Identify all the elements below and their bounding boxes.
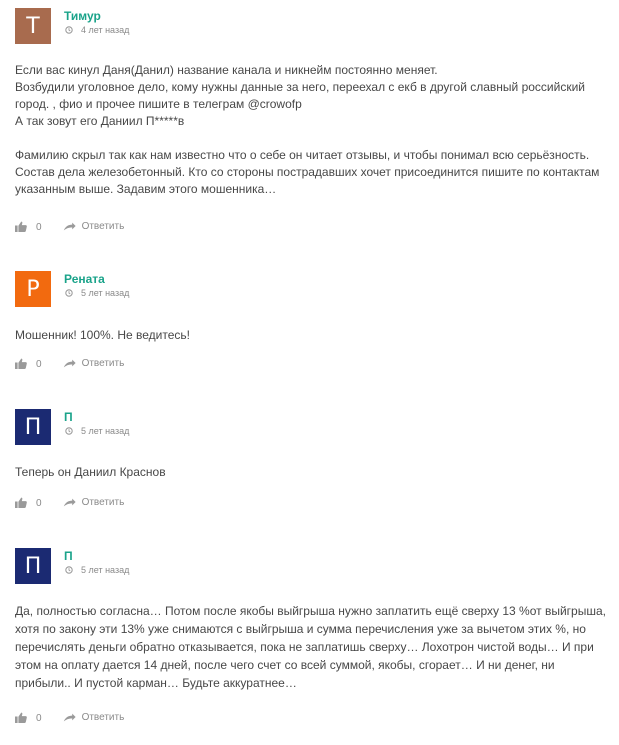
avatar-letter: П	[24, 414, 42, 440]
comment-meta	[65, 288, 129, 298]
like-count: 0	[36, 359, 42, 370]
comment-author[interactable]: П	[64, 549, 73, 563]
comment-text	[15, 464, 610, 481]
comment-time: 4 лет назад	[81, 25, 130, 35]
avatar	[15, 409, 51, 445]
comment-time: 5 лет назад	[81, 288, 130, 298]
like-count: 0	[36, 222, 42, 233]
comment-actions	[15, 356, 124, 370]
clock-icon	[65, 566, 73, 574]
comment-paragraph: Фамилию скрыл так как нам известно что о себе он читает отзывы, и чтобы понимал всю серьёзность. Состав дела железобетонный. Кто со стороны пострадавших хочет присоединится пишите по контактам указанным выше. Задавим этого мошенника…	[15, 148, 600, 196]
like-button[interactable]	[15, 495, 42, 509]
comment-meta	[65, 25, 129, 35]
comment-meta	[65, 426, 129, 436]
reply-button[interactable]	[63, 497, 125, 508]
thumbs-up-icon	[15, 497, 27, 508]
avatar-letter: Р	[26, 276, 40, 302]
avatar	[15, 271, 51, 307]
avatar	[15, 548, 51, 584]
comment-time: 5 лет назад	[81, 565, 130, 575]
comment-paragraph: Мошенник! 100%. Не ведитесь!	[15, 328, 190, 342]
comment-actions	[15, 219, 124, 233]
comment-actions	[15, 710, 124, 724]
like-button[interactable]	[15, 219, 42, 233]
like-button[interactable]	[15, 356, 42, 370]
comment-actions	[15, 495, 124, 509]
reply-icon	[63, 222, 76, 231]
clock-icon	[65, 26, 73, 34]
reply-label: Ответить	[81, 357, 125, 369]
reply-icon	[63, 359, 76, 368]
reply-label: Ответить	[81, 711, 125, 723]
clock-icon	[65, 289, 73, 297]
like-count: 0	[36, 498, 42, 509]
comment-author[interactable]: П	[64, 410, 73, 424]
like-button[interactable]	[15, 710, 42, 724]
thumbs-up-icon	[15, 221, 27, 232]
thumbs-up-icon	[15, 712, 27, 723]
reply-icon	[63, 498, 76, 507]
avatar-letter: Т	[26, 13, 40, 39]
reply-icon	[63, 713, 76, 722]
avatar-letter: П	[24, 553, 42, 579]
reply-label: Ответить	[81, 220, 125, 232]
clock-icon	[65, 427, 73, 435]
comment-paragraph: Если вас кинул Даня(Данил) название канала и никнейм постоянно меняет. Возбудили уголовное дело, кому нужны данные за него, переехал с екб в другой славный российский город. , фио и прочее пишите в телеграм @crowofp А так зовут его Даниил П*****в	[15, 63, 585, 128]
avatar	[15, 8, 51, 44]
comment-time: 5 лет назад	[81, 426, 130, 436]
reply-label: Ответить	[81, 496, 125, 508]
comment-text	[15, 62, 610, 198]
reply-button[interactable]	[63, 712, 125, 723]
comment-meta	[65, 565, 129, 575]
comment-text	[15, 602, 610, 692]
thumbs-up-icon	[15, 358, 27, 369]
comment-paragraph: Да, полностью согласна… Потом после якобы выйгрыша нужно заплатить ещё сверху 13 %от выйгрыша, хотя по закону эти 13% уже снимаются с выйгрыша и сумма перечисления уже за вычетом этих %, но перечислять деньги обратно отказывается, пока не заплатишь сверху… Лохотрон чистой воды… И при этом на оплату дается 14 дней, после чего счет со всей суммой, якобы, сгорает… И ни денег, ни прибыли.. И пустой карман… Будьте аккуратнее…	[15, 604, 606, 690]
reply-button[interactable]	[63, 221, 125, 232]
comment-author[interactable]: Тимур	[64, 9, 101, 23]
comment-paragraph: Теперь он Даниил Краснов	[15, 465, 166, 479]
like-count: 0	[36, 713, 42, 724]
comment-author[interactable]: Рената	[64, 272, 105, 286]
reply-button[interactable]	[63, 358, 125, 369]
comment-text	[15, 327, 610, 344]
